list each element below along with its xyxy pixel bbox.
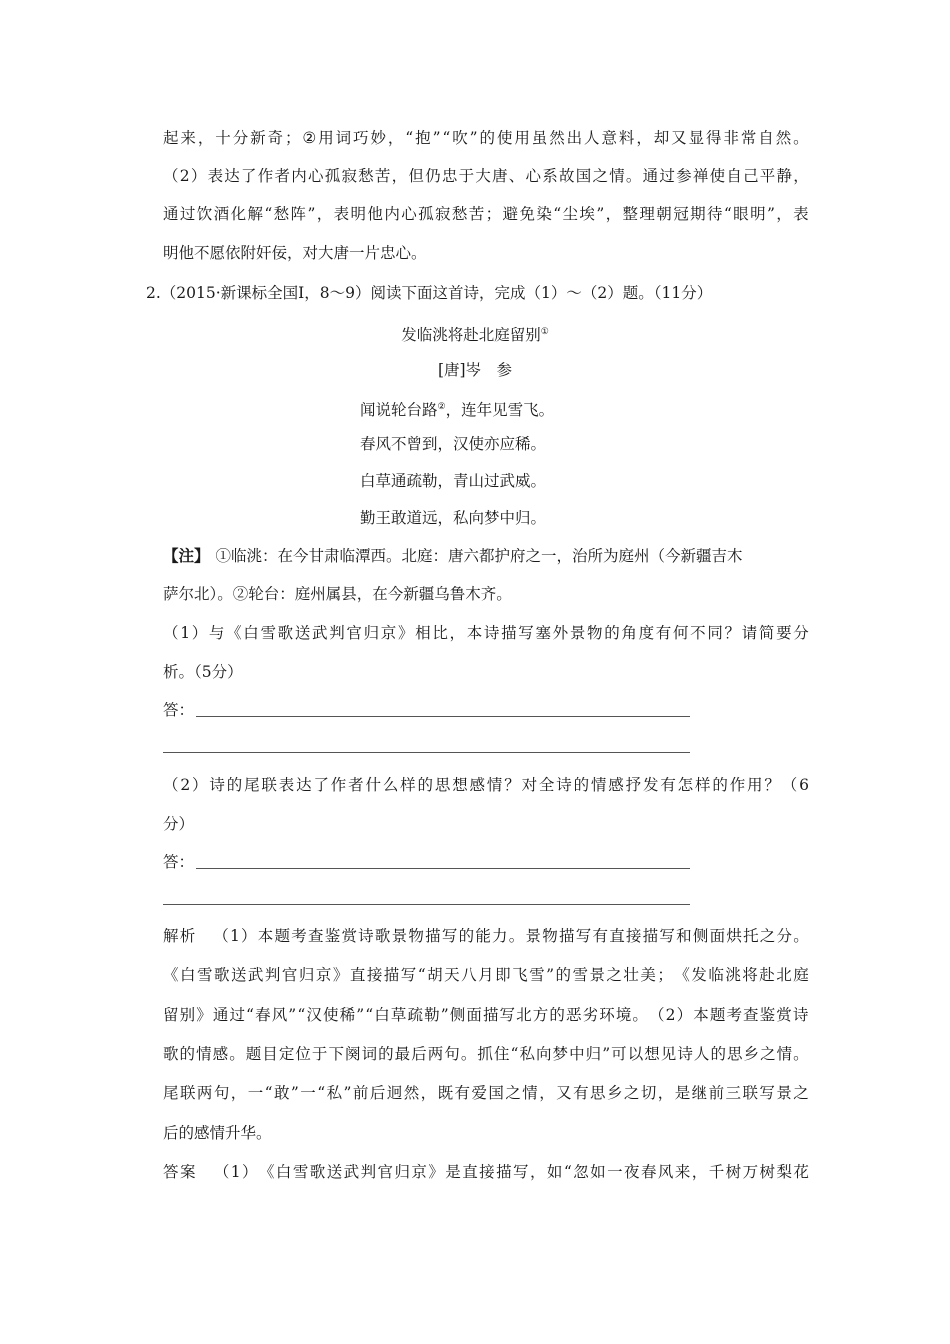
- poem-notes-line-1: 【注】 ①临洮：在今甘肃临潭西。北庭：唐六都护府之一，治所为庭州（今新疆吉木: [163, 546, 743, 565]
- analysis-line-1: 解 析 （ 1 ） 本 题 考 查 鉴 赏 诗 歌 景 物 描 写 的 能 力 。 景 物 描 写 有 直 接 描 写 和 侧 面 烘 托 之 分 。: [163, 927, 809, 945]
- footnote-marker: ②: [437, 402, 446, 412]
- poem-notes-line-2: 萨尔北）。②轮台：庭州属县，在今新疆乌鲁木齐。: [163, 585, 512, 603]
- footnote-marker: ①: [540, 327, 549, 337]
- answer-blank-2a[interactable]: [196, 868, 690, 869]
- answer-blank-1b[interactable]: [163, 752, 690, 753]
- analysis-line-4: 歌 的 情 感 。 题 目 定 位 于 下 阕 词 的 最 后 两 句 。 抓 住 “ 私 向 梦 中 归 ” 可 以 想 见 诗 人 的 思 乡 之 情 。: [163, 1045, 809, 1063]
- analysis-line-6: 后的感情升华。: [163, 1124, 272, 1142]
- poem-title: 发临洮将赴北庭留别①: [401, 326, 549, 344]
- poem-line-1: 闻说轮台路②，连年见雪飞。: [360, 401, 555, 419]
- answer-label-1: 答：: [163, 701, 195, 719]
- note-label: 【注】: [163, 546, 210, 565]
- analysis-line-5: 尾 联 两 句 ， 一 “ 敢 ” 一 “ 私 ” 前 后 迥 然 ， 既 有 爱 国 之 情 ， 又 有 思 乡 之 切 ， 是 继 前 三 联 写 景 之: [163, 1084, 809, 1102]
- sub-question-1-line-1: （ 1 ） 与 《 白 雪 歌 送 武 判 官 归 京 》 相 比 ， 本 诗 描 写 塞 外 景 物 的 角 度 有 何 不 同 ？ 请 简 要 分: [163, 624, 809, 642]
- analysis-line-3: 留 别 》 通 过 “ 春 风 ” “ 汉 使 稀 ” “ 白 草 疏 勒 ” 侧 面 描 写 北 方 的 恶 劣 环 境 。 （ 2 ） 本 题 考 查 鉴 赏 诗: [163, 1006, 809, 1024]
- poem-author: [唐]岑 参: [437, 361, 513, 379]
- poem-line-4: 勤王敢道远，私向梦中归。: [360, 509, 547, 527]
- sub-question-2-line-2: 分）: [163, 815, 195, 833]
- poem-line-3: 白草通疏勒，青山过武威。: [360, 472, 547, 490]
- answer-line-1: 答 案 （ 1 ） 《 白 雪 歌 送 武 判 官 归 京 》 是 直 接 描 写 ， 如 “ 忽 如 一 夜 春 风 来 ， 千 树 万 树 梨 花: [163, 1163, 809, 1181]
- answer-blank-1a[interactable]: [196, 716, 690, 717]
- answer-blank-2b[interactable]: [163, 904, 690, 905]
- analysis-line-2: 《 白 雪 歌 送 武 判 官 归 京 》 直 接 描 写 “ 胡 天 八 月 即 飞 雪 ” 的 雪 景 之 壮 美 ； 《 发 临 洮 将 赴 北 庭: [163, 966, 809, 984]
- prev-answer-part2-line-3: 明他不愿依附奸佞，对大唐一片忠心。: [163, 244, 427, 262]
- question-header: 2.（2015·新课标全国Ⅰ，8～9）阅读下面这首诗，完成（1）～（2）题。（11分）: [146, 284, 713, 302]
- prev-answer-part2-line-2: 通 过 饮 酒 化 解 “ 愁 阵 ” ， 表 明 他 内 心 孤 寂 愁 苦 ； 避 免 染 “ 尘 埃 ” ， 整 理 朝 冠 期 待 “ 眼 明 ” ， 表: [163, 205, 809, 223]
- poem-line-2: 春风不曾到，汉使亦应稀。: [360, 435, 547, 453]
- prev-answer-line-1: 起 来 ， 十 分 新 奇 ； ② 用 词 巧 妙 ， “ 抱 ” “ 吹 ” 的 使 用 虽 然 出 人 意 料 ， 却 又 显 得 非 常 自 然 。: [163, 129, 809, 147]
- sub-question-2-line-1: （ 2 ） 诗 的 尾 联 表 达 了 作 者 什 么 样 的 思 想 感 情 ？ 对 全 诗 的 情 感 抒 发 有 怎 样 的 作 用 ？ （ 6: [163, 776, 809, 794]
- sub-question-1-line-2: 析。（5分）: [163, 663, 243, 681]
- answer-label-2: 答：: [163, 853, 195, 871]
- prev-answer-part2-line-1: （ 2 ） 表 达 了 作 者 内 心 孤 寂 愁 苦 ， 但 仍 忠 于 大 唐 、 心 系 故 国 之 情 。 通 过 参 禅 使 自 己 平 静 ，: [163, 167, 809, 185]
